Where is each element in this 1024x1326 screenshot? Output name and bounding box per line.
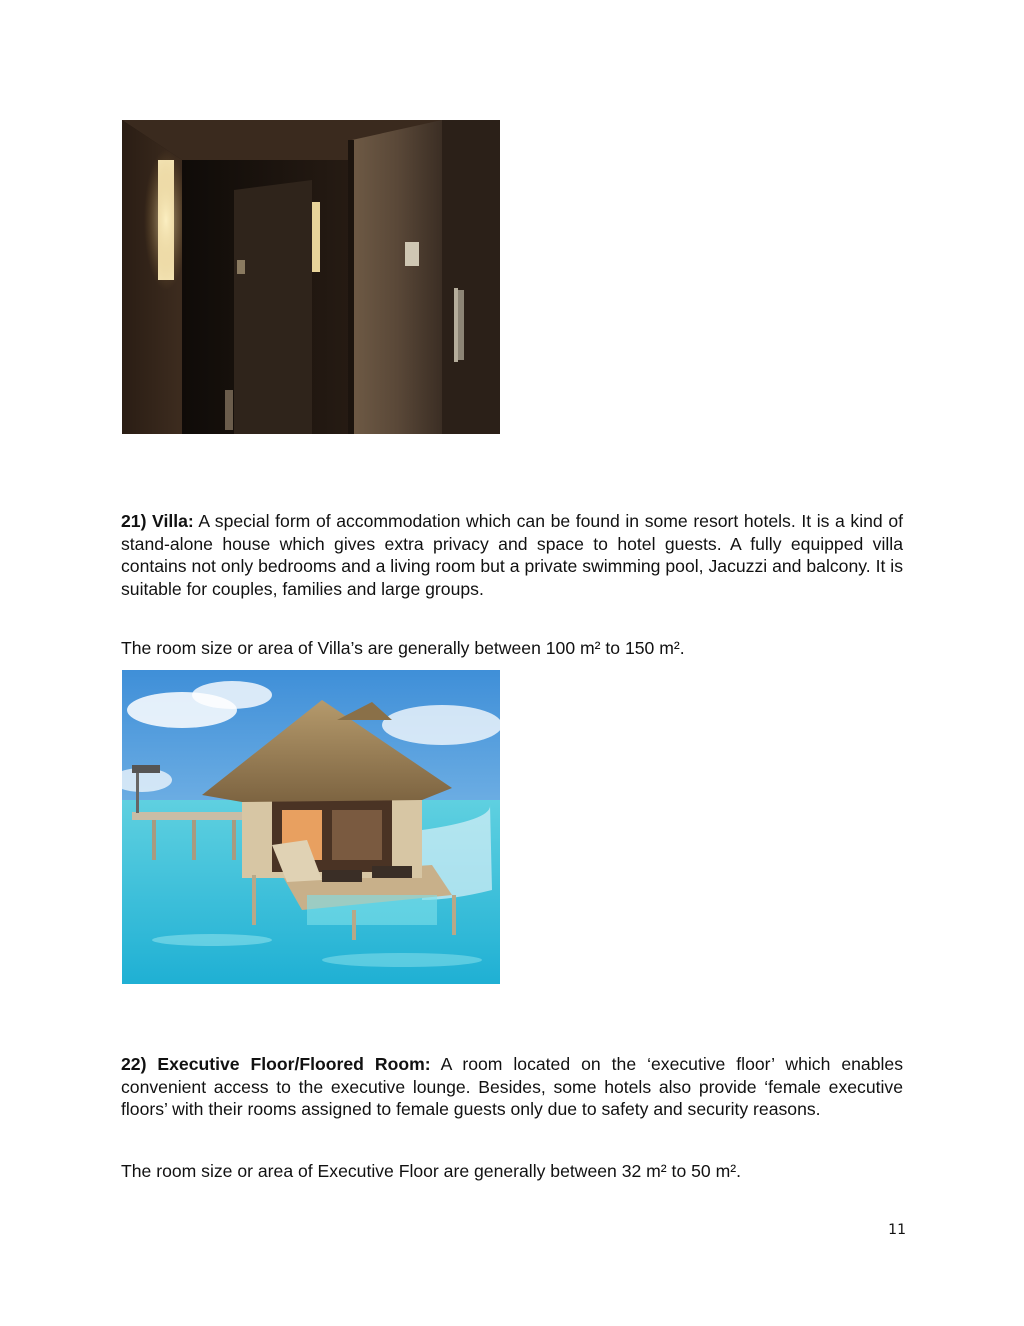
villa-size-note: The room size or area of Villa’s are generally between 100 m² to 150 m².	[121, 638, 685, 658]
executive-floor-heading: 22) Executive Floor/Floored Room:	[121, 1054, 431, 1074]
executive-floor-description	[121, 1053, 903, 1121]
executive-floor-size-note: The room size or area of Executive Floor are generally between 32 m² to 50 m².	[121, 1161, 741, 1181]
villa-description-text: A special form of accommodation which can be found in some resort hotels. It is a kind of stand-alone house which gives extra privacy and space to hotel guests. A fully equipped villa contains not only bedrooms and a living room but a private swimming pool, Jacuzzi and balcony. It is suitable for couples, families and large groups.	[121, 511, 903, 599]
page-number: 11	[888, 1222, 906, 1238]
villa-description	[121, 510, 903, 600]
overwater-villa-photo	[122, 670, 500, 984]
villa-heading: 21) Villa:	[121, 511, 194, 531]
hotel-room-door-photo	[122, 120, 500, 434]
executive-floor-description-text: A room located on the ‘executive floor’ which enables convenient access to the executive lounge. Besides, some hotels also provide ‘female executive floors’ with their rooms assigned to female guests only due to safety and security reasons.	[121, 1054, 903, 1120]
